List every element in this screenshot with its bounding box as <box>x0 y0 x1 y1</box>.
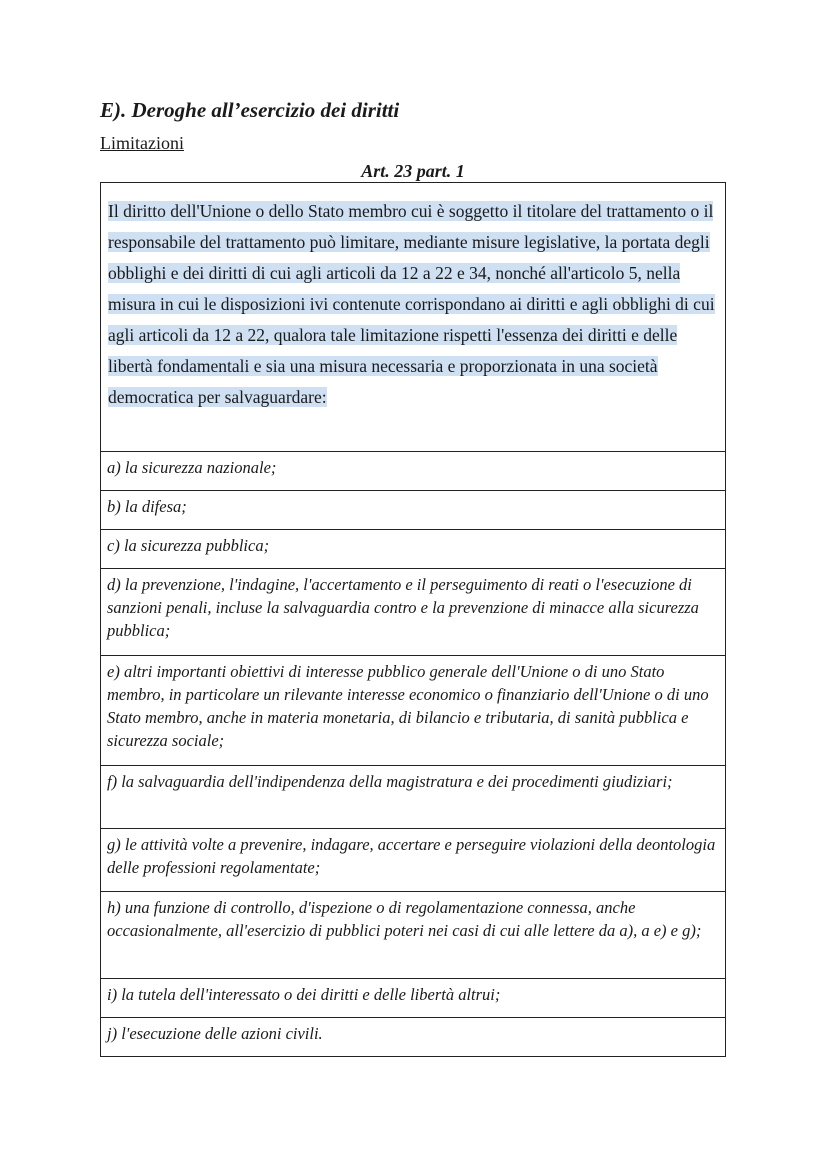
item-row-c: c) la sicurezza pubblica; <box>101 530 725 569</box>
article-table <box>100 182 726 1057</box>
subheading: Limitazioni <box>100 133 184 153</box>
item-row-i: i) la tutela dell'interessato o dei diritti e delle libertà altrui; <box>101 979 725 1018</box>
section-title: Deroghe all’esercizio dei diritti <box>131 98 400 122</box>
item-row-f: f) la salvaguardia dell'indipendenza della magistratura e dei procedimenti giudiziari; <box>101 766 725 829</box>
intro-text[interactable]: Il diritto dell'Unione o dello Stato membro cui è soggetto il titolare del trattamento o il responsabile del trattamento può limitare, mediante misure legislative, la portata degli obblighi e dei diritti di cui agli articoli da 12 a 22 e 34, nonché all'articolo 5, nella misura in cui le disposizioni ivi contenute corrispondano ai diritti e agli obblighi di cui agli articoli da 12 a 22, qualora tale limitazione rispetti l'essenza dei diritti e delle libertà fondamentali e sia una misura necessaria e proporzionata in una società democratica per salvaguardare: <box>108 201 715 407</box>
item-row-d: d) la prevenzione, l'indagine, l'accertamento e il perseguimento di reati o l'esecuzione di sanzioni penali, incluse la salvaguardia contro e la prevenzione di minacce alla sicurezza pubblica; <box>101 569 725 656</box>
item-row-h: h) una funzione di controllo, d'ispezione o di regolamentazione connessa, anche occasionalmente, all'esercizio di pubblici poteri nei casi di cui alle lettere da a), a e) e g); <box>101 892 725 979</box>
section-letter: E). <box>100 98 127 122</box>
article-title: Art. 23 part. 1 <box>361 161 465 181</box>
item-row-e: e) altri importanti obiettivi di interesse pubblico generale dell'Unione o di uno Stato membro, in particolare un rilevante interesse economico o finanziario dell'Unione o di uno Stato membro, anche in materia monetaria, di bilancio e tributaria, di sanità pubblica e sicurezza sociale; <box>101 656 725 766</box>
item-row-j: j) l'esecuzione delle azioni civili. <box>107 1024 323 1043</box>
item-row-a: a) la sicurezza nazionale; <box>101 452 725 491</box>
item-row-g: g) le attività volte a prevenire, indagare, accertare e perseguire violazioni della deontologia delle professioni regolamentate; <box>101 829 725 892</box>
section-heading <box>100 98 399 123</box>
item-row-b: b) la difesa; <box>101 491 725 530</box>
intro-cell <box>101 183 725 452</box>
